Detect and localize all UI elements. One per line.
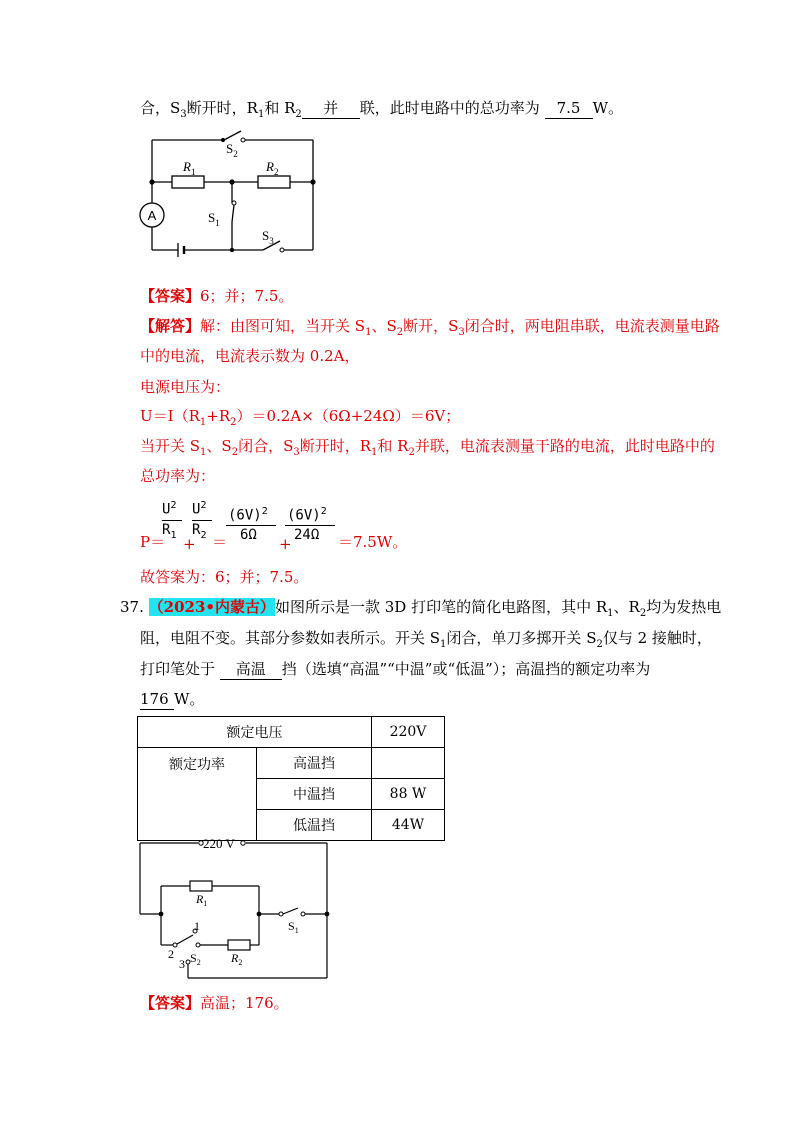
question-continuation: 合，$S_3$断开时，$R_1$和 $R_2$ 并 联，此时电路中的总功率为 7.5 W。 (140, 99, 623, 120)
s1-label-2: $S_1$ (288, 919, 299, 935)
question-37-line-1: 37. （2023•内蒙古）如图所示是一款 3D 打印笔的简化电路图，其中 $R_1$、$R_2$均为发热电 (120, 598, 722, 619)
contact-3-label: 3 (179, 957, 185, 971)
answer-blank-mode: 高温 (220, 659, 282, 680)
r1-label-2: $R_1$ (196, 892, 208, 908)
ammeter-label: A (147, 208, 157, 223)
answer-line-2: 【答案】高温；176。 (140, 994, 289, 1012)
table-row (138, 717, 445, 748)
cell-mid: 中温挡 (257, 779, 372, 810)
cell-rated-power: 额定功率 (138, 748, 257, 841)
explain-line-1: 【解答】解：由图可知，当开关 $S_1$、$S_2$断开，$S_3$闭合时，两电阻串联，电流表测量电路 (140, 317, 720, 338)
question-37-line-2: 阻，电阻不变。其部分参数如表所示。开关 $S_1$闭合，单刀多掷开关 $S_2$仅与 2 接触时， (140, 629, 712, 650)
cell-rated-voltage: 额定电压 (138, 717, 372, 748)
s1-label: $S_1$ (208, 210, 220, 228)
cell-low-value: 44W (372, 810, 445, 841)
r1-label: $R_1$ (183, 159, 196, 177)
question-source: （2023•内蒙古） (148, 598, 275, 616)
r2-label: $R_2$ (266, 159, 279, 177)
answer-blank-high-power: 176 (140, 689, 174, 710)
contact-2-label: 2 (168, 947, 174, 961)
answer-line-1: 【答案】6；并；7.5。 (140, 287, 294, 305)
final-answer-1: 故答案为：6；并；7.5。 (140, 568, 309, 586)
source-voltage-label: 220 V (203, 836, 235, 851)
cell-mid-value: 88 W (372, 779, 445, 810)
explain-line-2: 中的电流，电流表示数为 0.2A， (140, 347, 360, 365)
s2-label: $S_2$ (226, 141, 238, 159)
explain-line-6: 总功率为： (140, 467, 216, 485)
question-number: 37. (120, 598, 144, 616)
answer-blank-power: 7.5 (545, 98, 593, 119)
contact-1-label: 1 (194, 919, 200, 933)
table-row (138, 748, 445, 779)
s2-label-2: $S_2$ (190, 951, 201, 967)
circuit-diagram-1 (130, 122, 330, 262)
question-37-line-3: 打印笔处于 高温 挡（选填“高温”“中温”或“低温”）；高温挡的额定功率为 (140, 660, 651, 678)
answer-blank-connection: 并 (302, 98, 360, 119)
cell-high: 高温挡 (257, 748, 372, 779)
cell-high-value (372, 748, 445, 779)
cell-voltage-value: 220V (372, 717, 445, 748)
formula-result: ＝7.5W。 (338, 533, 408, 551)
formula-p-label: P＝ (140, 533, 166, 551)
circuit-diagram-2 (130, 832, 340, 980)
explain-line-4: $U=I(R_1+R_2)=0.2A\times(6\Omega+24\Omega)=6V$； (140, 407, 461, 428)
s3-label: $S_3$ (262, 228, 274, 246)
cell-low: 低温挡 (257, 810, 372, 841)
r2-label-2: $R_2$ (231, 951, 243, 967)
parameter-table (137, 716, 445, 841)
explain-line-3: 电源电压为： (140, 378, 231, 396)
explain-line-5: 当开关 $S_1$、$S_2$闭合，$S_3$断开时，$R_1$和 $R_2$并联，电流表测量干路的电流，此时电路中的 (140, 437, 715, 458)
question-37-line-4: 176 W。 (140, 690, 205, 708)
